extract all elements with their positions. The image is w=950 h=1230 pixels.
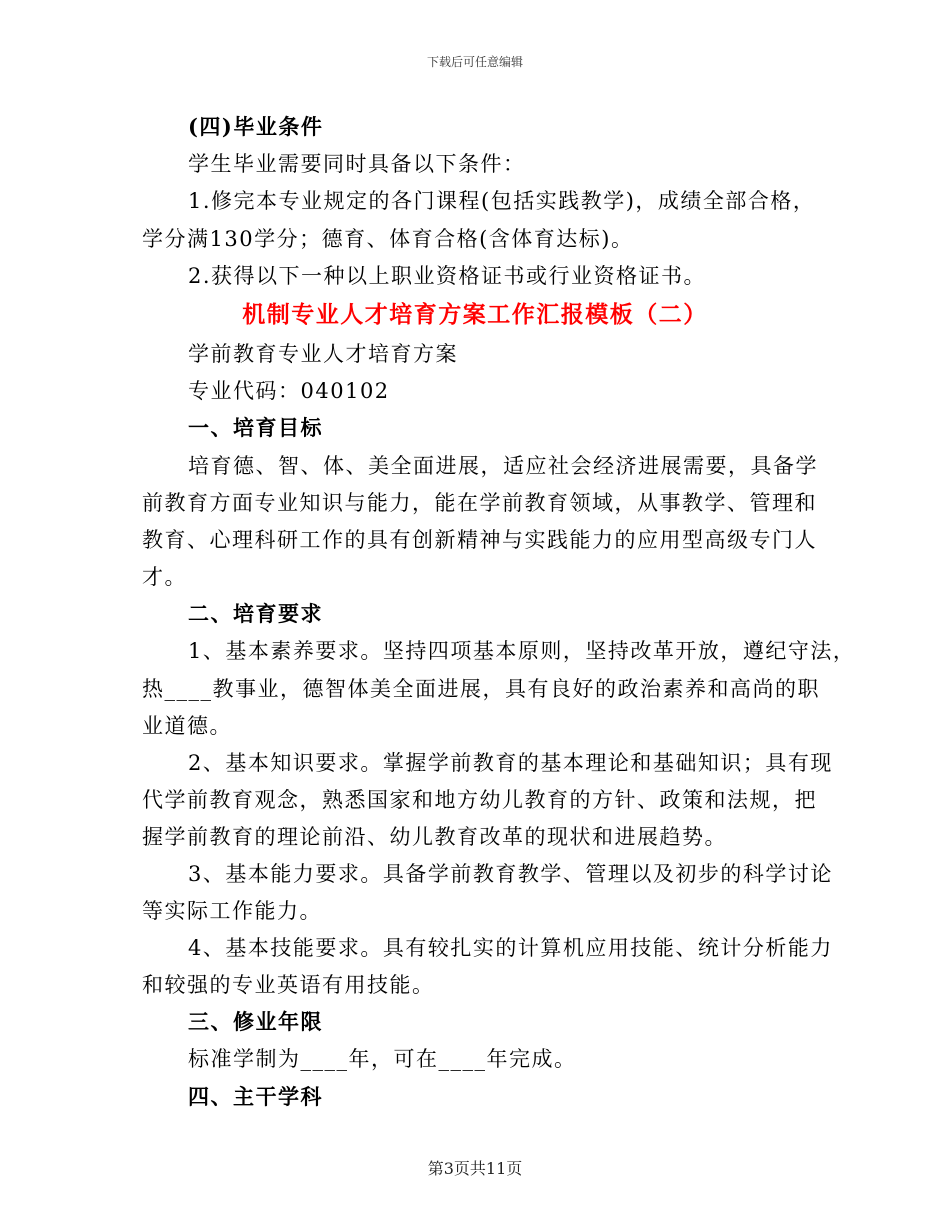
req1-line2: 热____教事业，德智体美全面进展，具有良好的政治素养和高尚的职 bbox=[142, 677, 820, 701]
goal-line1: 培育德、智、体、美全面进展，适应社会经济进展需要，具备学 bbox=[188, 454, 818, 478]
duration-text: 标准学制为____年，可在____年完成。 bbox=[188, 1047, 577, 1071]
program-code: 专业代码：040102 bbox=[188, 379, 390, 403]
program-name: 学前教育专业人才培育方案 bbox=[188, 342, 458, 366]
duration-heading: 三、修业年限 bbox=[188, 1009, 323, 1034]
document-title: 机制专业人才培育方案工作汇报模板（二） bbox=[242, 302, 708, 328]
page-header-note: 下载后可任意编辑 bbox=[426, 55, 523, 69]
graduation-item1-line1: 1.修完本专业规定的各门课程(包括实践教学)，成绩全部合格， bbox=[188, 189, 816, 213]
requirements-heading: 二、培育要求 bbox=[188, 601, 323, 626]
graduation-heading: (四)毕业条件 bbox=[188, 114, 324, 139]
req1-line1: 1、基本素养要求。坚持四项基本原则，坚持改革开放，遵纪守法， bbox=[188, 639, 856, 663]
req3-line2: 等实际工作能力。 bbox=[142, 899, 322, 923]
goal-line2: 前教育方面专业知识与能力，能在学前教育领域，从事教学、管理和 bbox=[142, 491, 817, 515]
req1-line3: 业道德。 bbox=[142, 714, 232, 738]
graduation-item1-line2: 学分满130学分；德育、体育合格(含体育达标)。 bbox=[142, 227, 634, 251]
req2-line2: 代学前教育观念，熟悉国家和地方幼儿教育的方针、政策和法规，把 bbox=[142, 788, 817, 812]
goal-line3: 教育、心理科研工作的具有创新精神与实践能力的应用型高级专门人 bbox=[142, 528, 817, 552]
req4-line2: 和较强的专业英语有用技能。 bbox=[142, 973, 435, 997]
goal-heading: 一、培育目标 bbox=[188, 415, 323, 440]
graduation-intro: 学生毕业需要同时具备以下条件： bbox=[188, 152, 526, 176]
req2-line3: 握学前教育的理论前沿、幼儿教育改革的现状和进展趋势。 bbox=[142, 825, 727, 849]
req2-line1: 2、基本知识要求。掌握学前教育的基本理论和基础知识；具有现 bbox=[188, 751, 833, 775]
req3-line1: 3、基本能力要求。具备学前教育教学、管理以及初步的科学讨论 bbox=[188, 862, 833, 886]
page-number: 第3页共11页 bbox=[427, 1159, 523, 1178]
subjects-heading: 四、主干学科 bbox=[188, 1084, 323, 1109]
graduation-item2: 2.获得以下一种以上职业资格证书或行业资格证书。 bbox=[188, 264, 707, 288]
goal-line4: 才。 bbox=[142, 565, 187, 589]
req4-line1: 4、基本技能要求。具有较扎实的计算机应用技能、统计分析能力 bbox=[188, 936, 833, 960]
